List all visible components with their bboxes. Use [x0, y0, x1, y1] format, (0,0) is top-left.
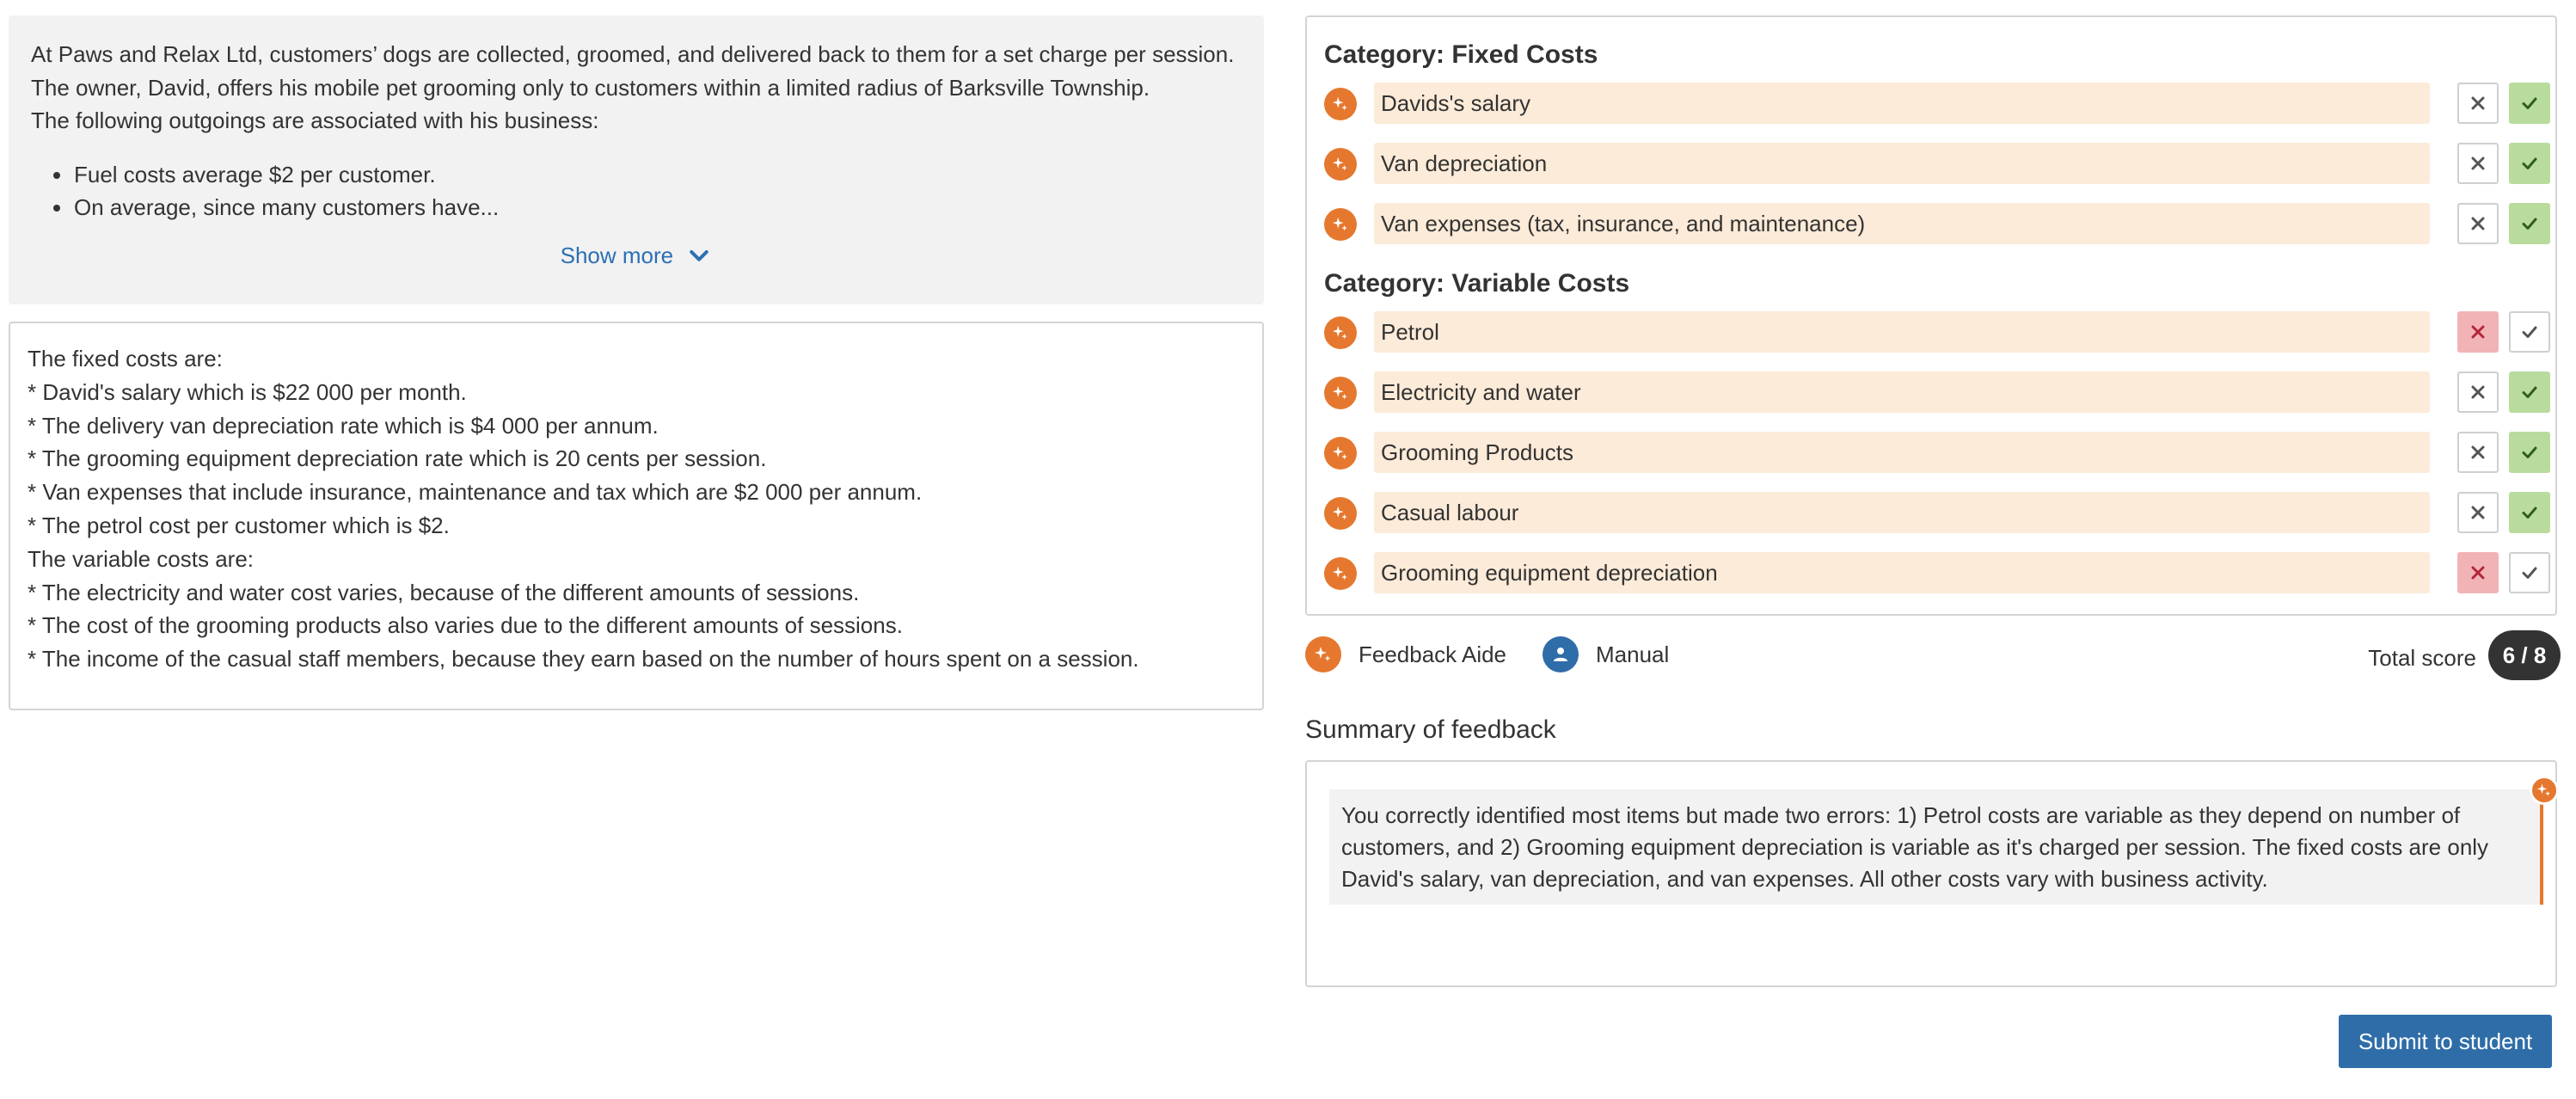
mark-incorrect-button[interactable]: [2457, 552, 2499, 593]
feedback-aide-label: Feedback Aide: [1359, 641, 1507, 667]
feedback-aide-icon: [1305, 636, 1341, 672]
summary-feedback-text[interactable]: You correctly identified most items but made two errors: 1) Petrol costs are variable as they depend on number of customers, and 2) Grooming equipment depreciation is variable as it's charged per session. The fixed costs are only David's salary, van depreciation, and van expenses. All other costs vary with business activity.: [1329, 789, 2543, 905]
category-item-label: Van expenses (tax, insurance, and maintenance): [1374, 203, 2430, 244]
total-score-badge: 6 / 8: [2488, 630, 2561, 680]
answer-line: * The cost of the grooming products also varies due to the different amounts of sessions.: [28, 612, 903, 639]
mark-incorrect-button[interactable]: [2457, 203, 2499, 244]
answer-line: * The income of the casual staff members, because they earn based on the number of hours spent on a session.: [28, 646, 1139, 672]
close-icon: [2468, 322, 2488, 342]
check-icon: [2519, 442, 2540, 463]
category-item-label: Casual labour: [1374, 492, 2430, 533]
answer-line: * David's salary which is $22 000 per month.: [28, 378, 467, 405]
category-heading: Category: Fixed Costs: [1324, 40, 1598, 69]
question-prompt: [9, 15, 1264, 304]
prompt-bullet: On average, since many customers have...: [53, 191, 1242, 224]
check-icon: [2519, 213, 2540, 234]
category-item-row: [1324, 143, 2538, 184]
category-item-row: [1324, 311, 2538, 353]
check-icon: [2519, 562, 2540, 583]
category-item-label: Davids's salary: [1374, 83, 2430, 124]
mark-incorrect-button[interactable]: [2457, 83, 2499, 124]
close-icon: [2468, 153, 2488, 174]
feedback-aide-icon[interactable]: [1324, 377, 1357, 409]
feedback-aide-icon: [2530, 776, 2559, 805]
check-icon: [2519, 502, 2540, 523]
mark-incorrect-button[interactable]: [2457, 311, 2499, 353]
mark-correct-button[interactable]: [2509, 311, 2550, 353]
feedback-aide-icon[interactable]: [1324, 497, 1357, 530]
close-icon: [2468, 442, 2488, 463]
answer-line: The fixed costs are:: [28, 346, 223, 371]
manual-label: Manual: [1596, 641, 1670, 667]
student-answer: [9, 322, 1264, 710]
check-icon: [2519, 322, 2540, 342]
feedback-aide-icon[interactable]: [1324, 208, 1357, 241]
feedback-aide-icon[interactable]: [1324, 437, 1357, 470]
mark-correct-button[interactable]: [2509, 492, 2550, 533]
close-icon: [2468, 562, 2488, 583]
mark-correct-button[interactable]: [2509, 552, 2550, 593]
feedback-aide-icon[interactable]: [1324, 88, 1357, 120]
category-item-row: [1324, 432, 2538, 473]
category-item-row: [1324, 492, 2538, 533]
mark-correct-button[interactable]: [2509, 203, 2550, 244]
category-item-label: Electricity and water: [1374, 371, 2430, 413]
category-item-label: Grooming Products: [1374, 432, 2430, 473]
category-item-label: Grooming equipment depreciation: [1374, 552, 2430, 593]
check-icon: [2519, 382, 2540, 402]
prompt-line: The following outgoings are associated with his business:: [31, 107, 599, 133]
category-item-label: Van depreciation: [1374, 143, 2430, 184]
mark-incorrect-button[interactable]: [2457, 432, 2499, 473]
close-icon: [2468, 213, 2488, 234]
mark-correct-button[interactable]: [2509, 432, 2550, 473]
mark-incorrect-button[interactable]: [2457, 492, 2499, 533]
answer-line: * The electricity and water cost varies, because of the different amounts of sessions.: [28, 579, 860, 605]
close-icon: [2468, 93, 2488, 114]
prompt-line: At Paws and Relax Ltd, customers’ dogs are collected, groomed, and delivered back to them for a set charge per session.: [31, 41, 1235, 67]
answer-line: * Van expenses that include insurance, maintenance and tax which are $2 000 per annum.: [28, 479, 923, 506]
category-item-row: [1324, 371, 2538, 413]
feedback-aide-icon[interactable]: [1324, 316, 1357, 349]
prompt-bullet-list: [53, 158, 1242, 224]
feedback-aide-icon[interactable]: [1324, 557, 1357, 590]
total-score-label: Total score: [2368, 645, 2476, 671]
close-icon: [2468, 382, 2488, 402]
category-item-label: Petrol: [1374, 311, 2430, 353]
feedback-aide-icon[interactable]: [1324, 148, 1357, 181]
check-icon: [2519, 93, 2540, 114]
answer-line: * The grooming equipment depreciation rate which is 20 cents per session.: [28, 445, 767, 472]
mark-incorrect-button[interactable]: [2457, 143, 2499, 184]
answer-line: The variable costs are:: [28, 545, 255, 572]
manual-toggle[interactable]: [1543, 636, 1669, 672]
scoring-mode-bar: [1305, 628, 2561, 679]
prompt-bullet: Fuel costs average $2 per customer.: [53, 158, 1242, 192]
person-icon: [1543, 636, 1579, 672]
category-item-row: [1324, 203, 2538, 244]
category-item-row: [1324, 552, 2538, 593]
category-marking-panel: [1305, 15, 2557, 616]
mark-correct-button[interactable]: [2509, 143, 2550, 184]
summary-feedback-box[interactable]: [1305, 760, 2557, 987]
prompt-line: The owner, David, offers his mobile pet grooming only to customers within a limited radius of Barksville Township.: [31, 74, 1150, 101]
category-item-row: [1324, 83, 2538, 124]
check-icon: [2519, 153, 2540, 174]
show-more-label: Show more: [560, 243, 674, 268]
category-heading: Category: Variable Costs: [1324, 269, 1630, 298]
feedback-aide-toggle[interactable]: [1305, 636, 1506, 672]
close-icon: [2468, 502, 2488, 523]
mark-incorrect-button[interactable]: [2457, 371, 2499, 413]
submit-to-student-button[interactable]: Submit to student: [2339, 1015, 2552, 1068]
mark-correct-button[interactable]: [2509, 83, 2550, 124]
mark-correct-button[interactable]: [2509, 371, 2550, 413]
summary-title: Summary of feedback: [1305, 715, 1556, 744]
show-more-button[interactable]: [9, 241, 1264, 270]
chevron-down-icon: [686, 243, 712, 269]
answer-line: * The petrol cost per customer which is $2.: [28, 512, 450, 538]
answer-line: * The delivery van depreciation rate which is $4 000 per annum.: [28, 412, 659, 439]
